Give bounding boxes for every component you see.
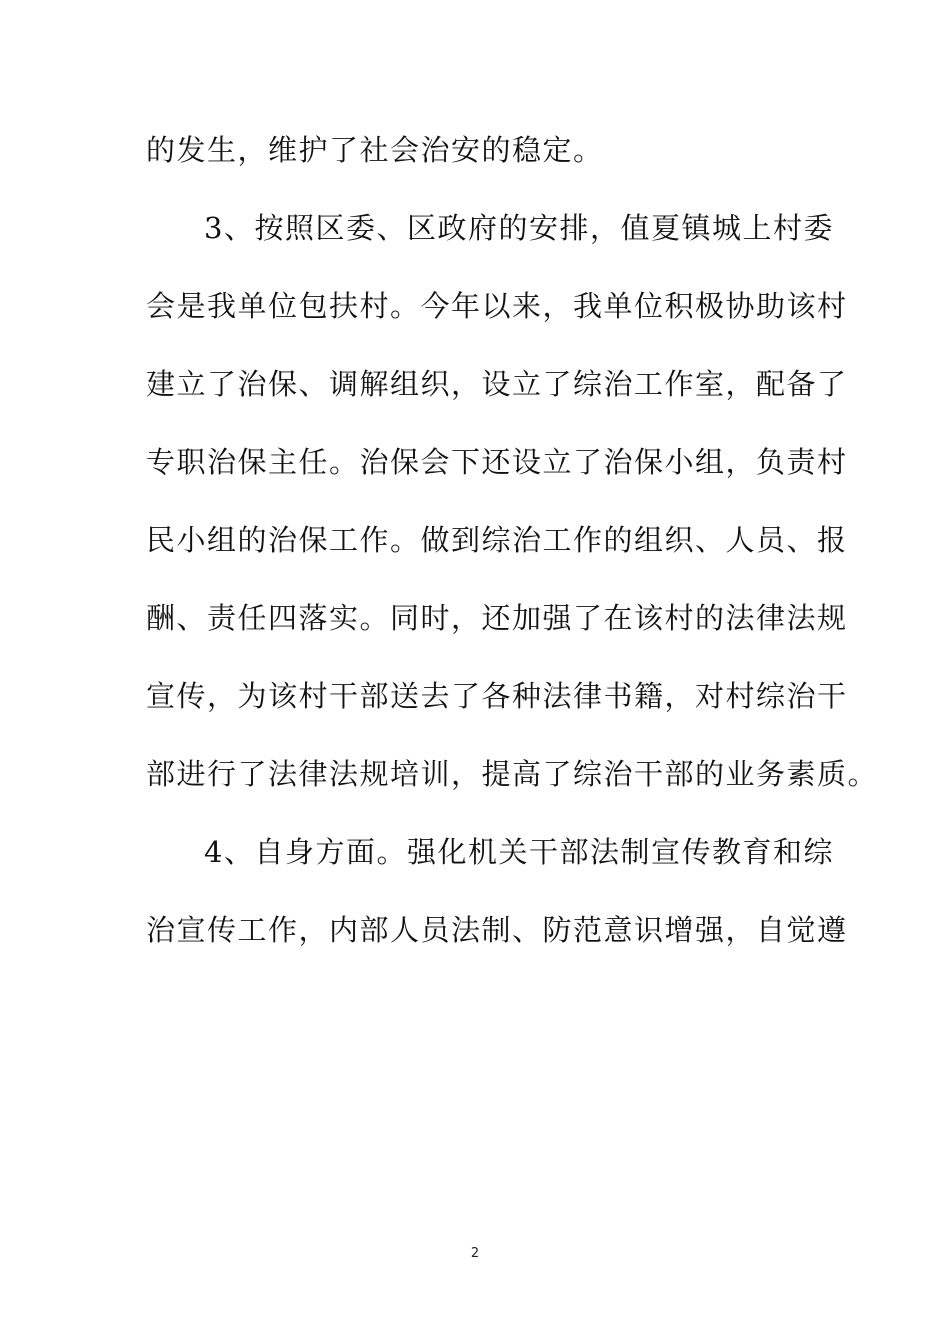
text-line-11: 治宣传工作，内部人员法制、防范意识增强，自觉遵 <box>146 913 848 947</box>
text-line-6: 民小组的治保工作。做到综治工作的组织、人员、报 <box>146 523 848 557</box>
text-line-9: 部进行了法律法规培训，提高了综治干部的业务素质。 <box>146 757 879 791</box>
text-line-4: 建立了治保、调解组织，设立了综治工作室，配备了 <box>146 367 848 401</box>
text-line-5: 专职治保主任。治保会下还设立了治保小组，负责村 <box>146 445 848 479</box>
text-line-2: 3、按照区委、区政府的安排，值夏镇城上村委 <box>204 211 834 245</box>
text-line-10: 4、自身方面。强化机关干部法制宣传教育和综 <box>204 835 834 869</box>
page-number: 2 <box>470 1246 480 1261</box>
text-line-1: 的发生，维护了社会治安的稳定。 <box>146 133 604 167</box>
text-line-7: 酬、责任四落实。同时，还加强了在该村的法律法规 <box>146 601 848 635</box>
text-line-8: 宣传，为该村干部送去了各种法律书籍，对村综治干 <box>146 679 848 713</box>
text-line-3: 会是我单位包扶村。今年以来，我单位积极协助该村 <box>146 289 848 323</box>
